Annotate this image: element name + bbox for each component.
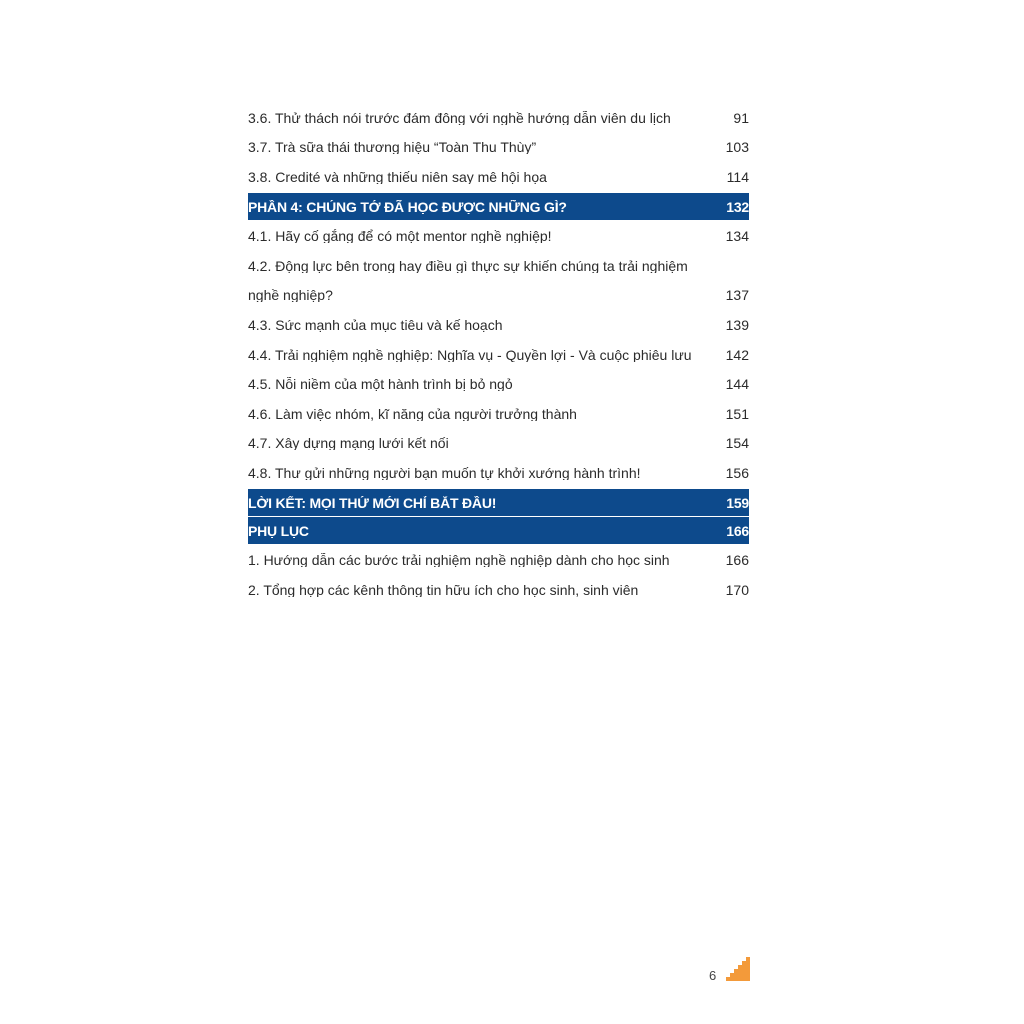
- table-of-contents: [248, 103, 749, 605]
- toc-section-page: 166: [726, 522, 749, 539]
- toc-entry: [248, 103, 749, 133]
- toc-entry: [248, 429, 749, 459]
- toc-entry: [248, 310, 749, 340]
- toc-entry-page: 91: [733, 109, 749, 126]
- toc-entry: [248, 369, 749, 399]
- toc-entry: [248, 340, 749, 370]
- toc-entry: [248, 575, 749, 605]
- toc-entry-title: 4.7. Xây dựng mạng lưới kết nối: [248, 436, 449, 451]
- toc-entry-continued: [248, 281, 749, 311]
- toc-entry-title: 4.6. Làm việc nhóm, kĩ năng của người trưởng thành: [248, 406, 577, 421]
- toc-entry-title-continued: nghề nghiệp?: [248, 288, 333, 303]
- toc-entry-page: 139: [725, 316, 749, 333]
- toc-entry-page: 154: [725, 435, 749, 452]
- toc-entry: [248, 251, 749, 281]
- toc-entry-page: 166: [725, 552, 749, 569]
- toc-entry-title: 4.4. Trải nghiệm nghề nghiệp: Nghĩa vụ - Quyền lợi - Và cuộc phiêu lưu: [248, 347, 692, 362]
- toc-entry-title: 1. Hướng dẫn các bước trải nghiệm nghề nghiệp dành cho học sinh: [248, 553, 670, 568]
- toc-entry-title: 3.7. Trà sữa thái thương hiệu “Toàn Thu Thùy”: [248, 140, 537, 155]
- toc-entry-title: 4.1. Hãy cố gắng để có một mentor nghề nghiệp!: [248, 229, 552, 244]
- toc-entry-page: 103: [725, 139, 749, 156]
- toc-section-page: 159: [726, 494, 749, 511]
- toc-section-heading: [248, 489, 749, 516]
- toc-section-heading: [248, 517, 749, 544]
- toc-entry: [248, 162, 749, 192]
- toc-entry-title: 4.8. Thư gửi những người bạn muốn tự khởi xướng hành trình!: [248, 465, 641, 480]
- toc-entry-title: 4.3. Sức mạnh của mục tiêu và kế hoạch: [248, 317, 503, 332]
- toc-section-heading: [248, 193, 749, 220]
- toc-entry-page: 151: [725, 405, 749, 422]
- toc-section-title: PHẦN 4: CHÚNG TỚ ĐÃ HỌC ĐƯỢC NHỮNG GÌ?: [248, 199, 567, 214]
- toc-entry-title: 3.8. Credité và những thiếu niên say mê hội họa: [248, 169, 547, 184]
- toc-entry: [248, 133, 749, 163]
- toc-section-title: PHỤ LỤC: [248, 523, 309, 538]
- toc-entry-title: 4.5. Nỗi niềm của một hành trình bị bỏ ngỏ: [248, 377, 513, 392]
- toc-entry-page: 144: [725, 376, 749, 393]
- page-footer: [709, 957, 751, 983]
- toc-entry-page: 142: [725, 346, 749, 363]
- toc-section-page: 132: [726, 198, 749, 215]
- toc-entry-page: 134: [725, 228, 749, 245]
- stairs-icon: [726, 957, 750, 981]
- toc-entry: [248, 399, 749, 429]
- toc-entry-page: 114: [726, 168, 749, 185]
- toc-entry-page: 170: [725, 582, 749, 598]
- toc-entry-page: 137: [725, 287, 749, 304]
- toc-entry: [248, 221, 749, 251]
- toc-entry: [248, 458, 749, 488]
- toc-entry-title: 2. Tổng hợp các kênh thông tin hữu ích cho học sinh, sinh viên: [248, 583, 639, 597]
- toc-entry-title: 3.6. Thử thách nói trước đám đông với nghề hướng dẫn viên du lịch: [248, 110, 671, 125]
- toc-entry-page: 156: [725, 464, 749, 481]
- toc-entry-title: 4.2. Động lực bên trong hay điều gì thực sự khiến chúng ta trải nghiệm: [248, 258, 688, 273]
- toc-entry: [248, 546, 749, 576]
- toc-section-title: LỜI KẾT: MỌI THỨ MỚI CHỈ BẮT ĐẦU!: [248, 495, 497, 510]
- page-number: 6: [709, 968, 717, 983]
